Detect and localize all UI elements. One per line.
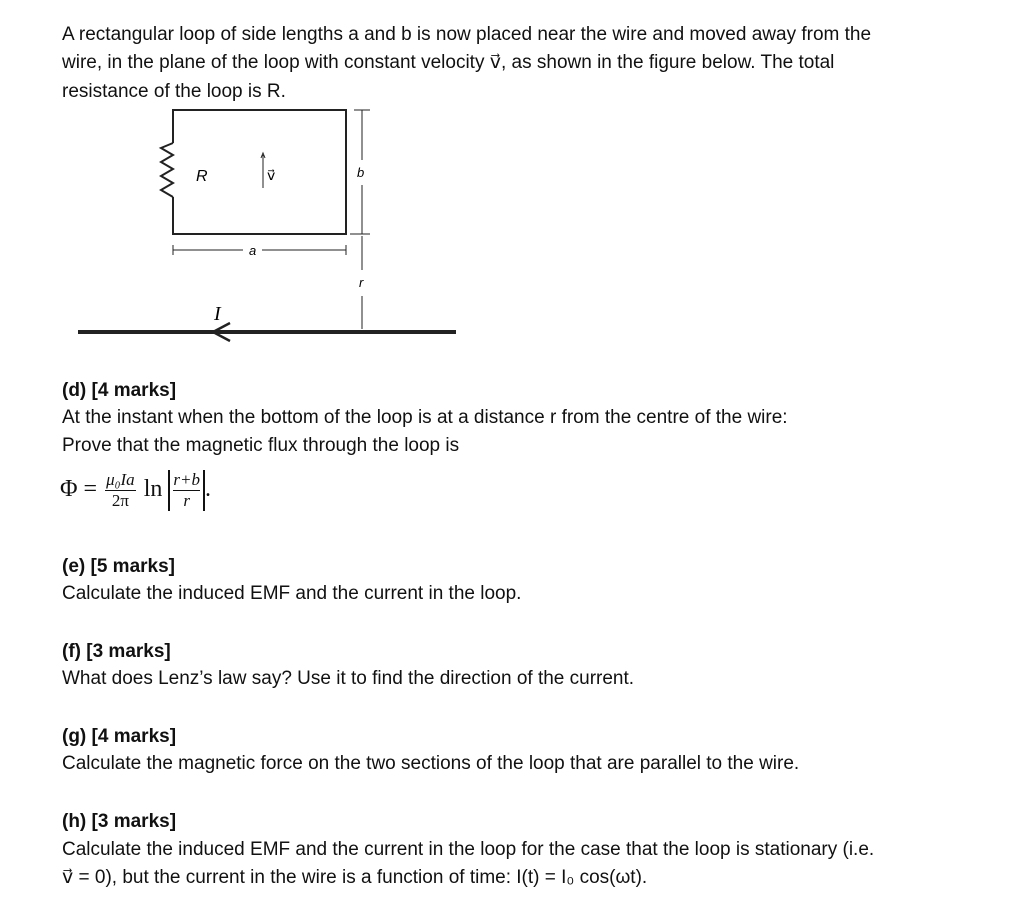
part-g-heading: (g) [4 marks] bbox=[62, 726, 177, 747]
side-b-label: b bbox=[357, 165, 365, 180]
intro-line-2: wire, in the plane of the loop with constant velocity v⃗, as shown in the figure below. The total bbox=[62, 52, 835, 73]
current-label: I bbox=[214, 303, 221, 325]
velocity-label: v⃗ bbox=[267, 167, 276, 183]
resistor-label: R bbox=[196, 168, 208, 185]
part-f-heading: (f) [3 marks] bbox=[62, 641, 171, 662]
distance-label: r bbox=[359, 275, 364, 290]
part-e-line-1: Calculate the induced EMF and the current in the loop. bbox=[62, 583, 522, 604]
part-g-line-1: Calculate the magnetic force on the two sections of the loop that are parallel to the wire. bbox=[62, 753, 800, 774]
resistor-icon bbox=[161, 143, 173, 197]
part-f-line-1: What does Lenz’s law say? Use it to find the direction of the current. bbox=[62, 668, 635, 689]
side-a-label: a bbox=[249, 243, 257, 258]
part-d-line-2: Prove that the magnetic flux through the loop is bbox=[62, 435, 460, 456]
eq-denominator: 2π bbox=[111, 491, 129, 510]
part-e-heading: (e) [5 marks] bbox=[62, 556, 175, 577]
eq-fraction bbox=[105, 470, 136, 511]
eq-abs-fraction bbox=[168, 470, 205, 511]
part-d-heading: (d) [4 marks] bbox=[62, 380, 177, 401]
eq-lhs: Φ = bbox=[60, 476, 98, 503]
flux-equation bbox=[60, 470, 211, 511]
part-h-heading: (h) [3 marks] bbox=[62, 811, 177, 832]
eq-inner-numerator: r+b bbox=[173, 470, 200, 489]
eq-ln: ln bbox=[143, 476, 163, 503]
loop-wire-figure bbox=[0, 0, 1024, 360]
eq-numerator: μ₀Ia bbox=[106, 470, 135, 489]
eq-inner-denominator: r bbox=[183, 491, 190, 510]
part-d-line-1: At the instant when the bottom of the loop is at a distance r from the centre of the wire: bbox=[62, 407, 788, 428]
intro-line-1: A rectangular loop of side lengths a and b is now placed near the wire and moved away from the bbox=[62, 24, 872, 45]
intro-line-3: resistance of the loop is R. bbox=[62, 81, 286, 102]
part-h-line-2: v⃗ = 0), but the current in the wire is a function of time: I(t) = I₀ cos(ωt). bbox=[62, 867, 648, 888]
part-h-line-1: Calculate the induced EMF and the current in the loop for the case that the loop is stationary (i.e. bbox=[62, 839, 875, 860]
eq-end: . bbox=[204, 476, 211, 503]
